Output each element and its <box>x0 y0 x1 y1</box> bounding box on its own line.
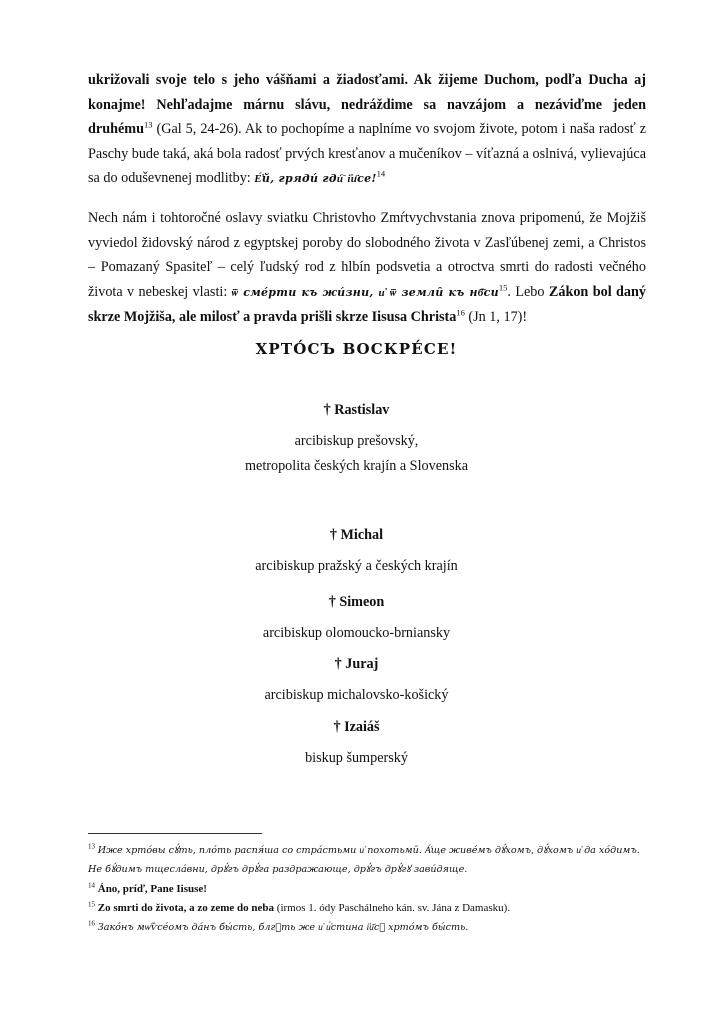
footnote-slavonic-text: Зако́нъ мѡ҆ѷсе́омъ да́нъ бы́сть, блгⷣть же и҆ и҆́стина і҆и҃сꙋ хрто́мъ бы́сть. <box>97 922 469 933</box>
paragraph-2-bold-quote: Zákon bol daný skrze Mojžiša, ale milosť a pravda prišli skrze Iisusa Christa <box>88 283 647 326</box>
paragraph-2 <box>88 206 646 330</box>
footnote-number: 15 <box>88 900 95 909</box>
footnote-16 <box>88 918 648 937</box>
footnote-number: 13 <box>88 842 95 851</box>
footnote-text: (irmos 1. ódy Paschálneho kán. sv. Jána z Damasku). <box>274 902 511 914</box>
paragraph-2-text-c: (Jn 1, 17)! <box>464 309 528 326</box>
signatory-title: arcibiskup prešovský, <box>294 433 419 449</box>
slavonic-phrase: ѿ сме́рти къ жи́зни, и҆ ѿ земли̑ къ нб҃си <box>231 285 499 299</box>
signatory-title: biskup šumperský <box>305 750 408 766</box>
footnote-ref-13[interactable]: 13 <box>143 119 153 130</box>
footnote-number: 14 <box>88 881 95 890</box>
signatory-title: arcibiskup olomoucko-brniansky <box>262 625 451 641</box>
paragraph-2-text-a: Nech nám i tohtoročné oslavy sviatku Christovho Zmŕtvychvstania znova pripomenú, že Mojžiš vyviedol židovský národ z egyptskej poroby do slobodného života v Zasľúbenej zemi, a Christos – Pomazaný Spasiteľ – celý ľudský rod z hlbín podsvetia a otroctva smrti do radosti večného života v nebeskej vlasti: <box>88 210 646 300</box>
footnote-bold-text: Áno, príď, Pane Iisuse! <box>97 883 207 895</box>
signatory-title: arcibiskup pražský a českých krajín <box>255 558 458 574</box>
signatory-name: † Juraj <box>334 656 379 672</box>
signatory-izaias <box>0 719 713 771</box>
footnote-number: 16 <box>88 919 95 928</box>
paragraph-1-bold-quote: ukrižovali svoje telo s jeho vášňami a žiadosťami. Ak žijeme Duchom, podľa Ducha aj konajme! Nehľadajme márnu slávu, nedráždime sa navzájom a nezáviďme jeden druhému <box>88 72 646 138</box>
paragraph-2-text-b: . Lebo <box>507 283 549 300</box>
signatory-name: † Rastislav <box>323 402 390 418</box>
easter-greeting: ХРТО́СЪ ВОСКРЕ́СЕ! <box>255 340 458 358</box>
signatory-name: † Michal <box>329 527 384 543</box>
signatory-simeon <box>0 594 713 646</box>
footnote-ref-16[interactable]: 16 <box>456 307 465 318</box>
paragraph-1-text: (Gal 5, 24-26). Ak to pochopíme a naplníme vo svojom živote, potom i naša radosť z Paschy bude taká, aká bola radosť prvých kresťanov a mučeníkov – víťazná a oslnivá, vylievajúca sa do oduševnenej modlitby: <box>88 121 646 187</box>
footnote-ref-15[interactable]: 15 <box>498 282 508 293</box>
slavonic-prayer: Е҆́й, гряди́ гди҇ і҆и҃се! <box>254 172 377 186</box>
signatory-name: † Izaiáš <box>333 719 380 735</box>
signatory-juraj <box>0 656 713 708</box>
signatory-michal <box>0 527 713 579</box>
footnote-ref-14[interactable]: 14 <box>376 168 386 179</box>
paragraph-1 <box>88 68 646 192</box>
signatory-title: arcibiskup michalovsko-košický <box>264 687 449 703</box>
footnote-separator <box>88 833 262 834</box>
footnote-slavonic-text: Иже хрто́вы сꙋ́ть, пло́ть распя́ша со стра́стьми и҆ похотьми̑. А҆́ще живе́мъ дꙋ́хомъ, дꙋ́хомъ и҆ да хо́димъ. Не бꙋ́димъ тщесла́вни, дрꙋ́гъ дрꙋ́га раздражающе, дрꙋ́гъ дрꙋ́гꙋ зави́дяще. <box>88 845 640 875</box>
footnote-bold-text: Zo smrti do života, a zo zeme do neba <box>97 902 275 914</box>
signatory-title-2: metropolita českých krajín a Slovenska <box>245 457 468 474</box>
signatory-rastislav <box>0 402 713 478</box>
footnote-15 <box>88 899 648 918</box>
footnote-13 <box>88 841 648 879</box>
footnote-14 <box>88 880 648 899</box>
signatory-name: † Simeon <box>328 594 385 610</box>
